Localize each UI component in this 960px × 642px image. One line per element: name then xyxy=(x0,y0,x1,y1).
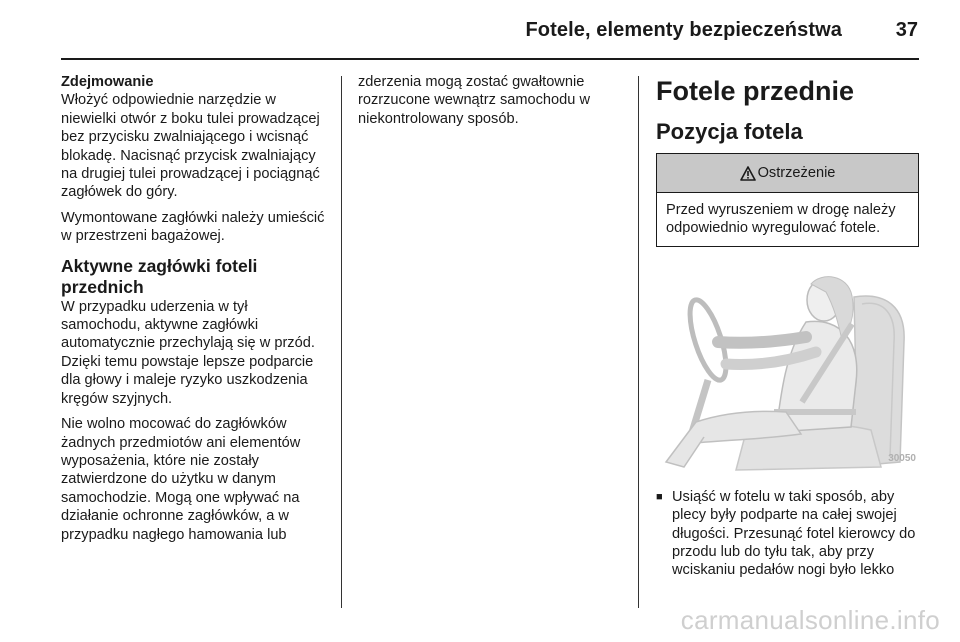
removal-paragraph: Włożyć odpowiednie narzędzie w niewielki otwór z boku tulei prowadzącej bez przycisku zwalniającego i wcisnąć blokadę. Nacisnąć przycisk zwalniający na drugiej tulei prowadzącej i pociągnąć zagłówek do góry. xyxy=(61,92,320,201)
active-headrests-heading: Aktywne zagłówki foteli przednich xyxy=(61,255,258,297)
attachment-warning-paragraph: Nie wolno mocować do zagłówków żadnych przedmiotów ani elementów wyposażenia, które nie zostały zatwierdzone do użytku w danym samochodzie. Mogą one wpływać na działanie ochronne zagłówków, a w przypadku nagłego hamowania lub xyxy=(61,416,301,543)
warning-box-text: Przed wyruszeniem w drogę należy odpowiednio wyregulować fotele. xyxy=(666,202,896,237)
warning-box-header xyxy=(657,154,918,193)
bullet-text: Usiąść w fotelu w taki sposób, aby plecy były podparte na całej swojej długości. Przesunąć fotel kierowcy do przodu lub do tyłu tak, aby przy wciskaniu pedałów nogi było lekko xyxy=(672,488,916,579)
section-title: Fotele przednie xyxy=(656,76,855,106)
warning-label: Ostrzeżenie xyxy=(757,164,836,181)
column-divider-1 xyxy=(341,76,342,608)
continuation-paragraph: zderzenia mogą zostać gwałtownie rozrzucone wewnątrz samochodu w niekontrolowany sposób. xyxy=(358,74,590,127)
header-title: Fotele, elementy bezpieczeństwa xyxy=(525,19,842,41)
page-number: 37 xyxy=(895,19,918,41)
column-1 xyxy=(61,73,329,551)
removal-title: Zdejmowanie xyxy=(61,74,154,90)
active-headrests-paragraph: W przypadku uderzenia w tył samochodu, aktywne zagłówki automatycznie przechylają się w przód. Dzięki temu powstaje lepsze podparcie dla głowy i maleje ryzyko uszkodzenia kręgów szyjnych. xyxy=(61,298,315,407)
watermark: carmanualsonline.info xyxy=(680,605,940,635)
seat-position-illustration xyxy=(656,262,920,472)
column-2 xyxy=(358,73,623,135)
header-divider xyxy=(61,58,919,60)
driver-seat-illustration xyxy=(656,262,920,472)
column-divider-2 xyxy=(638,76,639,608)
warning-box xyxy=(656,153,919,247)
list-item xyxy=(656,488,920,580)
column-3 xyxy=(656,73,920,580)
storage-paragraph: Wymontowane zagłówki należy umieścić w przestrzeni bagażowej. xyxy=(61,209,325,245)
figure-code: 30050 xyxy=(888,453,916,465)
square-bullet-icon: ■ xyxy=(656,490,663,503)
page-header xyxy=(0,0,960,62)
warning-triangle-icon xyxy=(740,166,756,181)
subsection-title: Pozycja fotela xyxy=(656,119,803,144)
